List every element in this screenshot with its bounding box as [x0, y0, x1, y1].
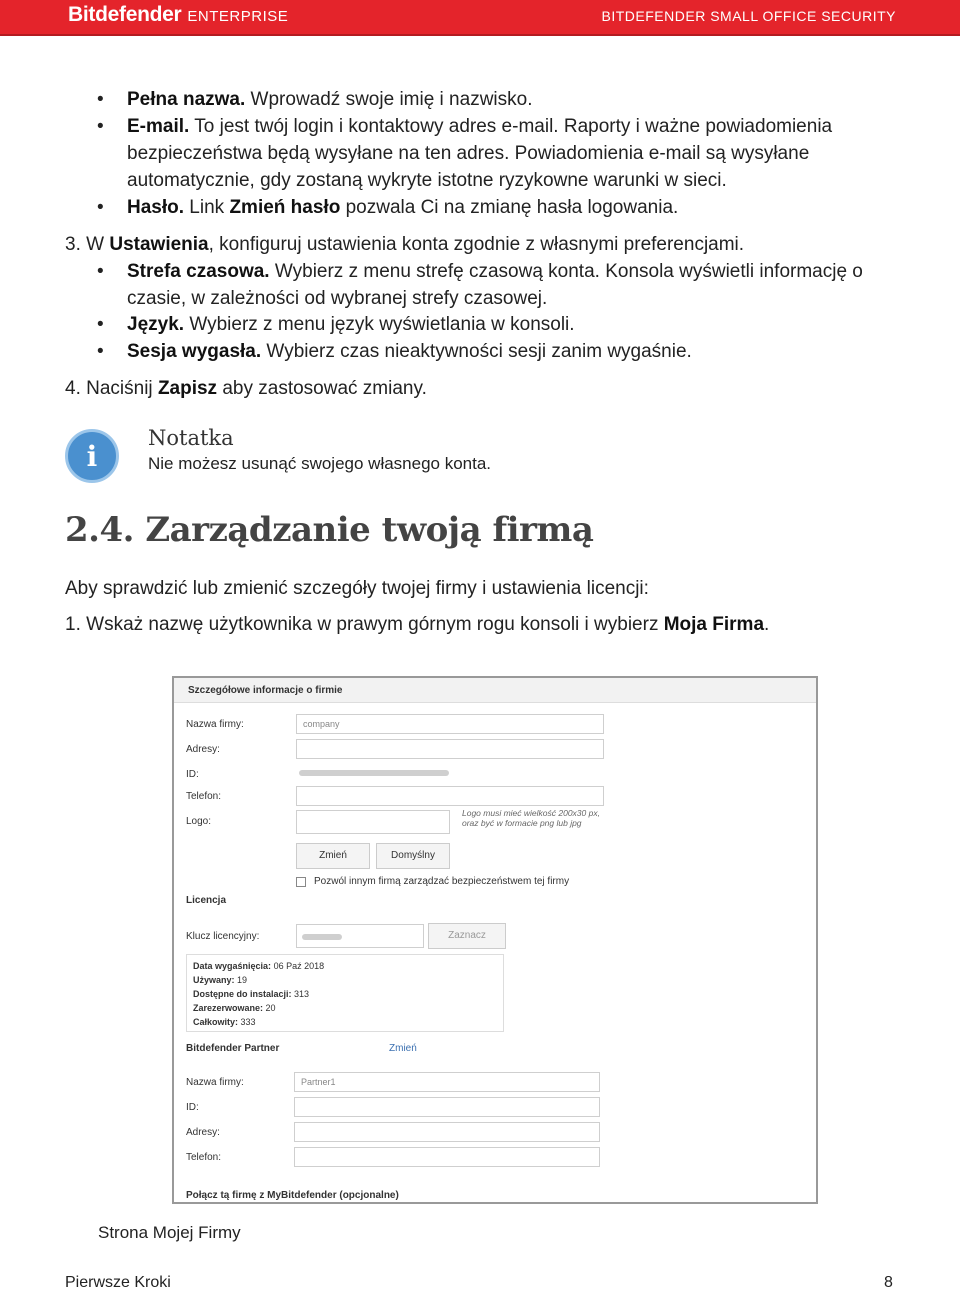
default-logo-button[interactable]: Domyślny [376, 843, 450, 869]
brand-name: Bitdefender [68, 3, 182, 26]
label-logo: Logo: [186, 816, 212, 827]
change-logo-button[interactable]: Zmień [296, 843, 370, 869]
check-license-button[interactable]: Zaznacz [428, 923, 506, 949]
bullet-language: • Język. Wybierz z menu język wyświetlania w konsoli. [127, 311, 902, 338]
section-intro: Aby sprawdzić lub zmienić szczegóły twojej firmy i ustawienia licencji: [65, 578, 649, 599]
label-partner-phone: Telefon: [186, 1152, 222, 1163]
address-field[interactable] [296, 739, 604, 759]
step-1: 1. Wskaż nazwę użytkownika w prawym górnym rogu konsoli i wybierz Moja Firma. [65, 614, 770, 635]
bullet-full-name: • Pełna nazwa. Wprowadź swoje imię i nazwisko. [127, 86, 902, 113]
partner-change-link[interactable]: Zmień [389, 1043, 417, 1054]
company-details-screenshot [172, 676, 818, 1204]
allow-management-label: Pozwól innym firmą zarządzać bezpieczeństwem tej firmy [314, 876, 570, 887]
reserved-row: Zarezerwowane: 20 [193, 1003, 276, 1013]
logo-hint: Logo musi mieć wielkość 200x30 px, oraz być w formacie png lub jpg [462, 808, 600, 828]
company-name-field[interactable]: company [296, 714, 604, 734]
connect-mybitdefender-label: Połącz tą firmę z MyBitdefender (opcjonalne) [186, 1190, 399, 1201]
label-phone: Telefon: [186, 791, 222, 802]
header-bar [0, 0, 960, 34]
section-heading: 2.4. Zarządzanie twoją firmą [65, 510, 594, 550]
license-title: Licencja [186, 895, 227, 906]
panel-title: Szczegółowe informacje o firmie [188, 685, 343, 696]
note-title: Notatka [148, 426, 234, 450]
id-value-blurred [299, 770, 449, 776]
label-partner-address: Adresy: [186, 1127, 220, 1138]
allow-management-checkbox[interactable] [296, 877, 306, 887]
label-address: Adresy: [186, 744, 220, 755]
license-info-box [186, 954, 504, 1032]
bullet-session: • Sesja wygasła. Wybierz czas nieaktywności sesji zanim wygaśnie. [127, 338, 902, 365]
step-4: 4. Naciśnij Zapisz aby zastosować zmiany. [65, 378, 427, 399]
bullet-password: • Hasło. Link Zmień hasło pozwala Ci na zmianę hasła logowania. [127, 194, 902, 221]
logo-preview [296, 810, 450, 834]
partner-address-field[interactable] [294, 1122, 600, 1142]
partner-phone-field[interactable] [294, 1147, 600, 1167]
footer-chapter: Pierwsze Kroki [65, 1274, 171, 1291]
label-company-name: Nazwa firmy: [186, 719, 244, 730]
partner-title: Bitdefender Partner [186, 1043, 280, 1054]
partner-name-field[interactable]: Partner1 [294, 1072, 600, 1092]
info-icon: i [65, 429, 119, 483]
label-id: ID: [186, 769, 199, 780]
brand-suffix: ENTERPRISE [187, 8, 289, 25]
license-key-blurred [302, 934, 342, 940]
step-3: 3. W Ustawienia, konfiguruj ustawienia konta zgodnie z własnymi preferencjami. [65, 234, 745, 255]
footer-page-number: 8 [884, 1274, 893, 1291]
label-partner-id: ID: [186, 1102, 199, 1113]
figure-caption: Strona Mojej Firmy [98, 1223, 241, 1242]
bullet-timezone: • Strefa czasowa. Wybierz z menu strefę czasową konta. Konsola wyświetli informację o czasie, w zależności od wybranej strefy czasowej. [127, 258, 902, 312]
product-name: BITDEFENDER SMALL OFFICE SECURITY [601, 8, 896, 24]
label-partner-name: Nazwa firmy: [186, 1077, 244, 1088]
brand-logo [68, 3, 288, 27]
label-license-key: Klucz licencyjny: [186, 931, 260, 942]
total-row: Całkowity: 333 [193, 1017, 256, 1027]
partner-id-field[interactable] [294, 1097, 600, 1117]
available-row: Dostępne do instalacji: 313 [193, 989, 310, 999]
expiry-row: Data wygaśnięcia: 06 Paź 2018 [193, 961, 325, 971]
bullet-email: • E-mail. To jest twój login i kontaktowy adres e-mail. Raporty i ważne powiadomienia bezpieczeństwa będą wysyłane na ten adres. Powiadomienia e-mail są wysyłane automatycznie, gdy zostaną wykryte istotne ryzykowne warunki w sieci. [127, 113, 902, 194]
header-divider [0, 34, 960, 36]
phone-field[interactable] [296, 786, 604, 806]
used-row: Używany: 19 [193, 975, 248, 985]
note-text: Nie możesz usunąć swojego własnego konta. [148, 454, 492, 473]
